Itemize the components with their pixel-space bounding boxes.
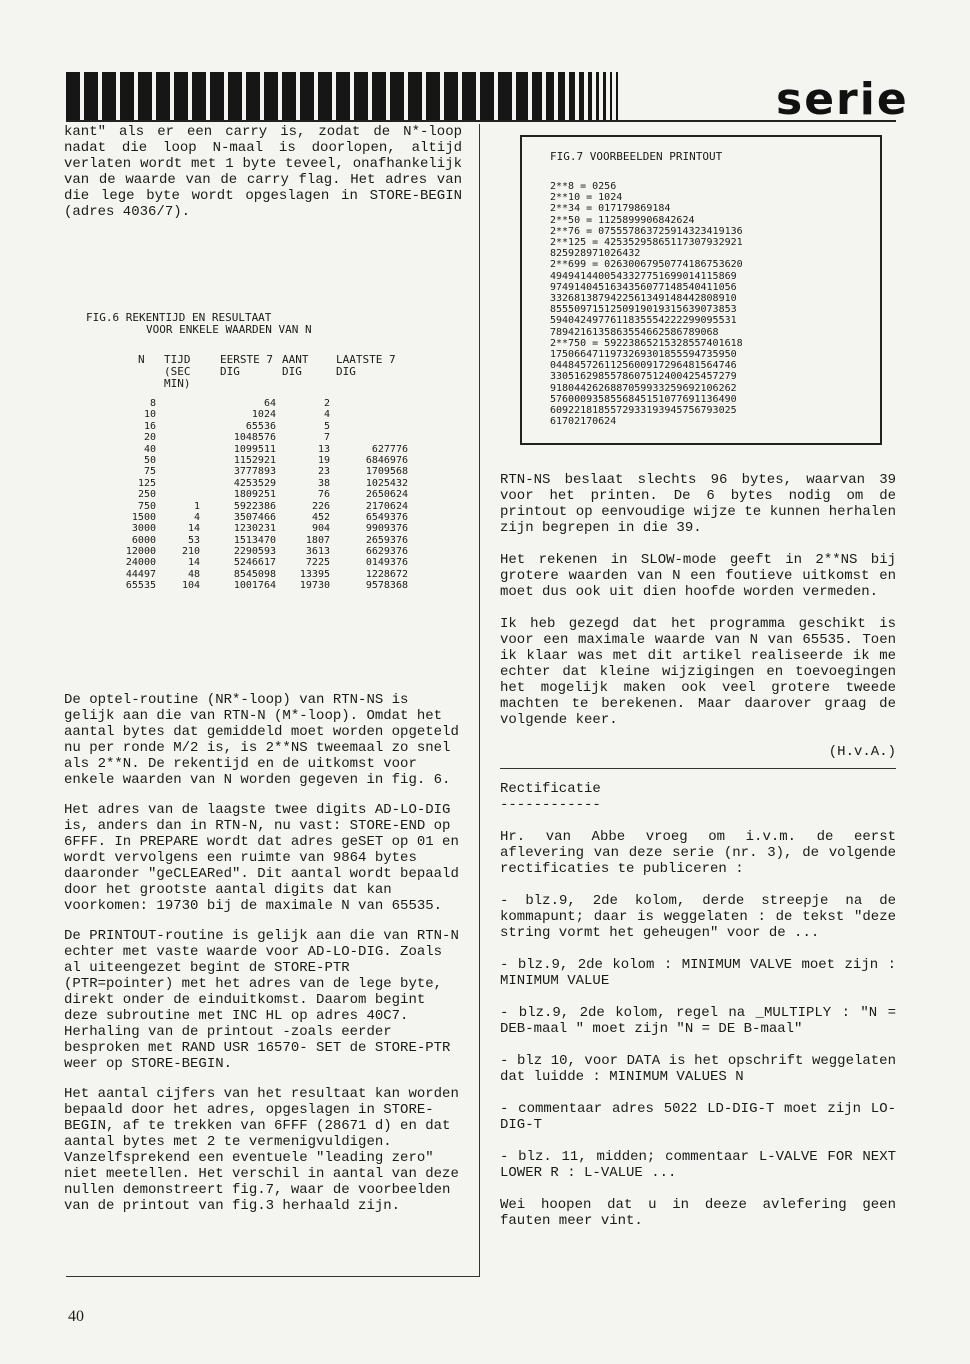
fig6-tijd-values <box>158 398 200 592</box>
list-item: 3613 <box>305 546 330 558</box>
section-rule <box>500 768 896 769</box>
header-bar <box>246 72 260 120</box>
rect-paragraph: Hr. van Abbe vroeg om i.v.m. de eerst aflevering van deze serie (nr. 3), de volgende rectificaties te publiceren : <box>500 829 905 877</box>
header-bar <box>228 72 242 120</box>
list-item: 1048576 <box>233 432 276 444</box>
header-bar <box>102 72 116 120</box>
list-item: 20 <box>143 432 156 444</box>
header-bar <box>588 72 592 120</box>
list-item: 1228672 <box>365 568 408 580</box>
list-item: 125 <box>137 477 156 489</box>
list-item: 10 <box>143 409 156 421</box>
list-item: 61702170624 <box>550 416 617 428</box>
header-bar <box>282 72 296 120</box>
header-bar <box>603 72 606 120</box>
list-item: 2**125 = 42535295865117307932921 <box>550 237 743 249</box>
list-item: 5940424977611835554222299095531 <box>550 315 737 327</box>
list-item: 9578368 <box>365 580 408 592</box>
list-item: 1809251 <box>233 489 276 501</box>
list-item: 1709568 <box>365 466 408 478</box>
list-item: 53 <box>187 534 200 546</box>
section-label: serie <box>776 74 909 125</box>
list-item: 210 <box>181 546 200 558</box>
rectificatie-underline: ------------ <box>500 797 601 813</box>
list-item: 226 <box>311 500 330 512</box>
header-bar <box>516 72 528 120</box>
list-item <box>158 421 200 432</box>
list-item: 2**699 = 02630067950774186753620 <box>550 259 743 271</box>
list-item: 2**750 = 59223865215328557401618 <box>550 337 743 349</box>
list-item: 1152921 <box>233 454 276 466</box>
rect-paragraph: - blz.9, 2de kolom, regel na _MULTIPLY : "N = DEB-maal " moet zijn "N = DE B-maal" <box>500 1005 905 1037</box>
rect-paragraph: - commentaar adres 5022 LD-DIG-T moet zijn LO-DIG-T <box>500 1101 896 1133</box>
list-item: 7 <box>323 432 330 444</box>
header-bar <box>480 72 494 120</box>
column-divider <box>479 124 480 1276</box>
list-item: 3326813879422561349148442808910 <box>550 293 737 305</box>
header-bar <box>138 72 152 120</box>
header-bar <box>210 72 224 120</box>
list-item: 5 <box>323 420 330 432</box>
left-paragraph: kant" als er een carry is, zodat de N*-loop nadat die loop N-maal is doorlopen, altijd verlaten wordt met 1 byte teveel, onafhankelijk van de waarde van de carry flag. Het adres van die lege byte wordt opgeslagen in STORE-BEGIN (adres 4036/7). <box>64 124 471 220</box>
list-item: 2 <box>323 398 330 409</box>
list-item: 6092218185572933193945756793025 <box>550 405 737 417</box>
list-item: 250 <box>137 489 156 501</box>
fig7-title: FIG.7 VOORBEELDEN PRINTOUT <box>550 150 723 163</box>
list-item <box>158 444 200 455</box>
list-item: 8555097151250919019315639073853 <box>550 304 737 316</box>
list-item: 13 <box>317 443 330 455</box>
list-item: 38 <box>317 477 330 489</box>
header-bar <box>318 72 332 120</box>
fig6-eerste-values <box>204 398 276 592</box>
rectificatie-heading: Rectificatie <box>500 781 601 797</box>
fig7-lines <box>550 181 880 427</box>
list-item: 4949414400543327751699014115869 <box>550 270 737 282</box>
list-item: 8 <box>149 398 156 409</box>
list-item: 8545098 <box>233 568 276 580</box>
list-item: 12000 <box>125 546 156 558</box>
list-item: 44497 <box>125 568 156 580</box>
header-bar <box>66 72 80 120</box>
left-paragraph: De optel-routine (NR*-loop) van RTN-NS is gelijk aan die van RTN-N (M*-loop). Omdat het aantal bytes dat gemiddeld moet worden opgeteld nu per ronde M/2 is, is 2**NS tweemaal zo snel als 2**N. De rekentijd en de uitkomst voor enkele waarden van N worden gegeven in fig. 6. <box>64 692 459 788</box>
list-item: 1513470 <box>233 534 276 546</box>
list-item: 24000 <box>125 557 156 569</box>
list-item: 23 <box>317 466 330 478</box>
list-item <box>158 398 200 409</box>
list-item: 65535 <box>125 580 156 592</box>
figure-7-printout <box>520 135 882 445</box>
list-item <box>158 409 200 420</box>
list-item: 7894216135863554662586789068 <box>550 326 719 338</box>
fig6-col-laatste: LAATSTE 7 DIG <box>336 353 396 378</box>
header-bar <box>264 72 278 120</box>
list-item <box>334 398 408 409</box>
list-item <box>158 455 200 466</box>
figure-6-table <box>64 308 436 634</box>
list-item: 1099511 <box>233 443 276 455</box>
list-item: 452 <box>311 511 330 523</box>
header-bar <box>174 72 188 120</box>
list-item: 1500 <box>131 511 156 523</box>
left-paragraph: De PRINTOUT-routine is gelijk aan die van RTN-N echter met vaste waarde voor AD-LO-DIG. Zoals al uiteengezet begint de STORE-PTR (PTR=pointer) met het adres van de lege byte, direkt onder de einduitkomst. Daarom begint deze subroutine met INC HL op adres 40C7. Herhaling van de printout -zoals eerder besproken met RAND USR 16570- SET de STORE-PTR weer op STORE-BEGIN. <box>64 928 459 1072</box>
header-bar <box>498 72 512 120</box>
list-item: 48 <box>187 568 200 580</box>
rect-paragraph: - blz.9, 2de kolom, derde streepje na de kommapunt; daar is weggelaten : de tekst "deze string vormt het geheugen" voor de ... <box>500 893 905 941</box>
list-item <box>158 466 200 477</box>
right-column <box>500 472 905 1245</box>
list-item: 2**50 = 1125899906842624 <box>550 214 695 226</box>
list-item <box>158 432 200 443</box>
list-item: 9180442626887059933259692106262 <box>550 382 737 394</box>
list-item: 2650624 <box>365 489 408 501</box>
rect-paragraph: Wei hoopen dat u in deeze avlefering geen fauten meer vint. <box>500 1197 905 1229</box>
page-number: 40 <box>68 1308 84 1325</box>
fig6-title: FIG.6 REKENTIJD EN RESULTAAT VOOR ENKELE WAARDEN VAN N <box>86 311 312 336</box>
list-item <box>158 478 200 489</box>
header-bar <box>84 72 98 120</box>
list-item: 2**10 = 1024 <box>550 192 623 204</box>
list-item: 904 <box>311 523 330 535</box>
list-item <box>334 409 408 420</box>
signature: (H.v.A.) <box>828 744 896 760</box>
list-item: 2**8 = 0256 <box>550 181 617 192</box>
header-bar <box>372 72 386 120</box>
list-item: 19 <box>317 454 330 466</box>
right-paragraph: Ik heb gezegd dat het programma geschikt is voor een maximale waarde van N van 65535. Toen ik klaar was met dit artikel realiseerde ik me echter dat kleine wijzigingen en toevoegingen het mogelijk maken ook veel grotere tweede machten te berekenen. Maar daarover graag de volgende keer. <box>500 616 905 728</box>
list-item: 2290593 <box>233 546 276 558</box>
list-item: 750 <box>137 500 156 512</box>
header-bar <box>408 72 422 120</box>
header-bar <box>616 72 618 120</box>
list-item: 6000 <box>131 534 156 546</box>
list-item: 4 <box>323 409 330 421</box>
list-item: 5922386 <box>233 500 276 512</box>
header-bar <box>192 72 206 120</box>
list-item: 2659376 <box>365 534 408 546</box>
list-item: 5760009358556845151077691136490 <box>550 393 737 405</box>
list-item: 2170624 <box>365 500 408 512</box>
fig6-col-tijd: TIJD (SEC MIN) <box>164 353 191 390</box>
left-column-lower <box>64 678 462 1228</box>
list-item <box>334 432 408 443</box>
list-item: 9909376 <box>365 523 408 535</box>
list-item: 16 <box>143 420 156 432</box>
fig6-laatste-values <box>334 398 408 592</box>
list-item: 3777893 <box>233 466 276 478</box>
list-item: 825928971026432 <box>550 248 641 260</box>
list-item: 40 <box>143 443 156 455</box>
header-bar <box>558 72 565 120</box>
list-item: 1 <box>193 500 200 512</box>
list-item: 19730 <box>299 580 330 592</box>
list-item: 7225 <box>305 557 330 569</box>
fig6-aant-values <box>278 398 330 592</box>
header-bar <box>444 72 458 120</box>
header-bar <box>426 72 440 120</box>
list-item: 3305162985578607512400425457279 <box>550 371 737 383</box>
list-item: 4 <box>193 511 200 523</box>
header-bar <box>546 72 554 120</box>
left-paragraph: Het adres van de laagste twee digits AD-LO-DIG is, anders dan in RTN-N, nu vast: STORE-END op 6FFF. In PREPARE wordt dat adres geSET op 01 en wordt vervolgens een ruimte van 9864 bytes daaronder "geCLEARed". Dit aantal wordt bepaald door het grootste aantal digits dat kan voorkomen: 19730 bij de maximale N van 65535. <box>64 802 459 914</box>
fig6-col-eerste: EERSTE 7 DIG <box>220 353 273 378</box>
list-item: 6846976 <box>365 454 408 466</box>
list-item: 50 <box>143 454 156 466</box>
header-bar <box>120 72 134 120</box>
header-bar <box>569 72 575 120</box>
list-item: 14 <box>187 523 200 535</box>
list-item: 2**76 = 075557863725914323419136 <box>550 225 743 237</box>
left-column-top <box>64 124 471 236</box>
right-paragraph: RTN-NS beslaat slechts 96 bytes, waarvan 39 voor het printen. De 6 bytes nodig om de printout op eenvoudige wijze te kunnen herhalen zijn begrepen in die 39. <box>500 472 905 536</box>
header-rule <box>66 120 896 122</box>
list-item: 6629376 <box>365 546 408 558</box>
header-bar <box>390 72 404 120</box>
rect-paragraph: - blz.9, 2de kolom : MINIMUM VALVE moet zijn : MINIMUM VALUE <box>500 957 905 989</box>
list-item: 2**34 = 017179869184 <box>550 203 671 215</box>
list-item: 1230231 <box>233 523 276 535</box>
rect-paragraph: - blz 10, voor DATA is het opschrift weggelaten dat luidde : MINIMUM VALUES N <box>500 1053 905 1085</box>
list-item: 75 <box>143 466 156 478</box>
list-item: 64 <box>263 398 276 409</box>
list-item: 13395 <box>299 568 330 580</box>
list-item <box>334 421 408 432</box>
list-item: 76 <box>317 489 330 501</box>
header-bar <box>300 72 314 120</box>
list-item: 1025432 <box>365 477 408 489</box>
list-item: 4253529 <box>233 477 276 489</box>
list-item: 0149376 <box>365 557 408 569</box>
list-item: 3507466 <box>233 511 276 523</box>
header-bar <box>579 72 584 120</box>
header-bar <box>336 72 350 120</box>
header-bar <box>532 72 542 120</box>
fig6-col-n: N <box>138 353 145 366</box>
list-item: 1807 <box>305 534 330 546</box>
list-item: 3000 <box>131 523 156 535</box>
list-item: 0448457261125600917296481564746 <box>550 360 737 372</box>
list-item: 65536 <box>245 420 276 432</box>
list-item: 9749140451634356077148540411056 <box>550 281 737 293</box>
header-bars-decoration <box>66 72 670 120</box>
bottom-rule <box>66 1276 480 1277</box>
fig6-col-aant: AANT DIG <box>282 353 309 378</box>
list-item: 6549376 <box>365 511 408 523</box>
header-bar <box>156 72 170 120</box>
header-bar <box>354 72 368 120</box>
list-item: 14 <box>187 557 200 569</box>
list-item: 1001764 <box>233 580 276 592</box>
list-item: 1750664711973269301855594735950 <box>550 349 737 361</box>
header-bar <box>596 72 599 120</box>
left-paragraph: Het aantal cijfers van het resultaat kan worden bepaald door het adres, opgeslagen in STORE-BEGIN, af te trekken van 6FFF (28671 d) en dat aantal bytes met 2 te vermenigvuldigen. Vanzelfsprekend een eventuele "leading zero" niet meetellen. Het verschil in aantal van deze nullen demonstreert fig.7, waar de voorbeelden van de printout van fig.3 herhaald zijn. <box>64 1086 459 1214</box>
header-bar <box>610 72 612 120</box>
right-paragraph: Het rekenen in SLOW-mode geeft in 2**NS bij grotere waarden van N een foutieve uitkomst en moet dus ook uit dien hoofde worden vermeden. <box>500 552 905 600</box>
fig6-n-values <box>108 398 156 592</box>
rect-paragraph: - blz. 11, midden; commentaar L-VALVE FOR NEXT LOWER R : L-VALUE ... <box>500 1149 905 1181</box>
list-item: 104 <box>181 580 200 592</box>
list-item <box>158 489 200 500</box>
header-bar <box>462 72 476 120</box>
list-item: 5246617 <box>233 557 276 569</box>
list-item: 1024 <box>251 409 276 421</box>
list-item: 627776 <box>371 443 408 455</box>
